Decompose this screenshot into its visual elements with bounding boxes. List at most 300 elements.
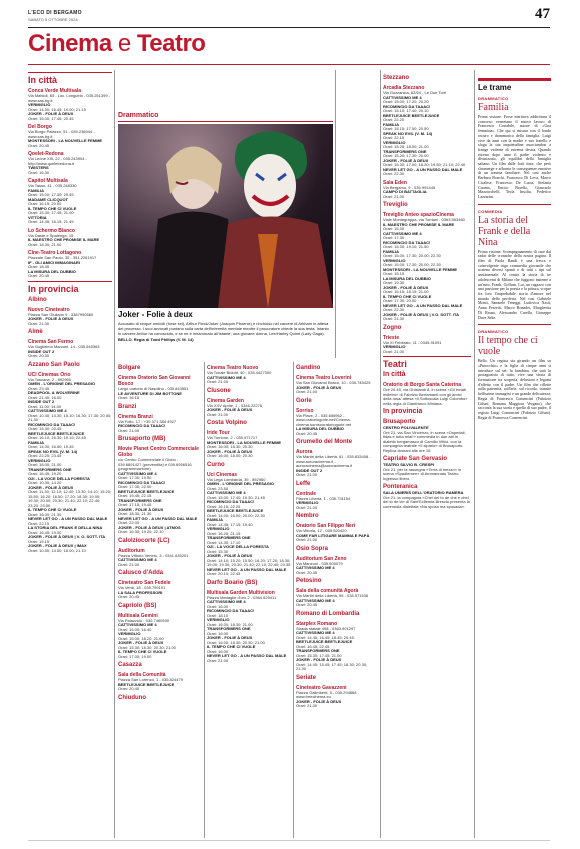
showtimes: Orari: 22.00 <box>118 520 140 525</box>
film-title: JOKER - FOLIE À DEUX <box>296 384 342 390</box>
film-title: TRANSFORMERS ONE <box>383 148 427 154</box>
showtimes: Orari: 17.15; 19.45 <box>118 502 152 507</box>
film-title: JOKER - FOLIE À DEUX <box>383 284 429 290</box>
city-name: Capriolo (BS) <box>118 602 157 609</box>
showtimes: Orari: 18.45 <box>28 264 50 269</box>
film-title: JOKER - FOLIE À DEUX <box>207 448 253 454</box>
showtimes: Orari: 15.15 <box>383 271 405 276</box>
column-divider <box>114 70 115 838</box>
cinema-address: Piazzale San Paolo, 35 - 351.2261917 <box>28 255 97 260</box>
showtimes: Orari: 15.15; 18.15; 21.00 <box>383 289 429 294</box>
cinema-address: Via Verdi, 18 - 035.799101 <box>118 585 166 590</box>
city-name: Branzi <box>118 403 137 410</box>
showtimes: Orari: 16.30 <box>28 169 50 175</box>
showtimes: Orari: 14.30; 16.45; 19.00; 21.15 <box>28 106 86 112</box>
film-title: LA MISURA DEL DUBBIO <box>383 275 431 281</box>
heading-in-provincia: In provincia <box>28 281 112 294</box>
film-title: BEETLEJUICE BEETLEJUICE <box>383 112 440 118</box>
film-title: CATTIVISSIMO ME 4 <box>118 557 157 562</box>
film-title: JOKER - FOLIE À DEUX <box>118 506 164 512</box>
cinema-name: Centrale <box>296 490 317 497</box>
film-title: CATTIVISSIMO ME 4 <box>28 408 67 413</box>
cinema-address: Viale Montegrappa, via Torriani - 0363.563460 <box>383 217 465 222</box>
showtimes: Orari: 15.00; 17.45; 20.45 <box>28 115 74 121</box>
showtimes: Orari: 15.00; 17.40; 19.30; 21.45 <box>207 494 265 500</box>
publication-name: L'ECO DI BERGAMO <box>28 10 82 16</box>
caption-body: Accusato di cinque omicidi (forse sei), Arthur Fleck/Joker (Joaquin Phoenix) è rinchiuso nel carcere di Arkham in attesa del processo. I suoi avvocati puntano sulla carta dell'infermità mentale mentre il procuratore chiede la sua testa. Intanto in carcere Arthur ha conosciuto, e se ne è innamorato all'istante, una giovane donna, Lee/Harley Quinn (Lady Gaga). <box>118 321 329 336</box>
cinema-name: Sala della comunità Agorà <box>296 588 359 594</box>
cinema-name: Cinema Teatro Loverini <box>296 375 352 381</box>
cinema-name: Cinema Teatro Nuovo <box>207 365 259 371</box>
showtimes: Orari: 20.45 <box>28 273 50 278</box>
cinema-address: Via Toscana, 2 - 892960 <box>28 376 71 382</box>
film-title: JOKER - FOLIE À DEUX | ATMOS <box>118 524 181 530</box>
city-name: Petosino <box>296 578 322 584</box>
showtimes: Orari: 21.00 <box>296 472 318 477</box>
film-title: VERMIGLIO <box>383 139 406 145</box>
showtimes: Orari: 16.15 <box>118 395 140 400</box>
film-title: CATTIVISSIMO ME 4 <box>207 374 246 380</box>
film-title: IL TEMPO CHE CI VUOLE <box>28 507 77 512</box>
film-title: FAMILIA <box>28 439 44 445</box>
cinema-name: Trieste <box>383 334 400 341</box>
showtimes: Orari: 16.10; 16.30; 19.15; 22.45 <box>28 435 86 440</box>
city-name: Brusaporto (MB) <box>118 436 166 442</box>
reviews-box-title: Le trame <box>478 78 551 92</box>
joker-still-illustration <box>118 124 333 308</box>
cinema-name: Treviglio Anteo spazioCinema <box>383 212 454 218</box>
showtimes: Orari: 21.00 <box>296 389 318 394</box>
theatre-name: CENTRO POLIVALENTE <box>383 425 429 430</box>
city-name: Brusaporto <box>383 419 416 425</box>
section-title-part3: Teatro <box>136 30 206 57</box>
cinema-address: Via Lega Lombarda, 39 - 892960 <box>207 476 266 482</box>
showtimes: Orari: 15.30; 17.00; 18.20; 19.50; 21.10; 22.40 <box>383 162 466 167</box>
column-divider <box>335 70 336 358</box>
city-name: Osio Sopra <box>296 545 329 552</box>
film-title: RICOMINCIO DA TAAAC! <box>383 239 431 245</box>
film-title: VERMIGLIO <box>207 617 230 622</box>
cinema-address: Largo oratorio di Nasolino - 035.843551 <box>118 386 189 391</box>
showtimes: Orari: 15.30 <box>207 548 229 554</box>
film-title: LA MISURA DEL DUBBIO <box>296 426 344 431</box>
cinema-name: Aurora <box>296 449 313 455</box>
film-title: IL MAESTRO CHE PROMISE IL MARE <box>28 237 100 242</box>
film-title: VERMIGLIO <box>296 500 319 505</box>
film-title: CATTIVISSIMO ME 4 <box>118 470 157 476</box>
cinema-address: Via San Giovanni Bosco, 10 - 035.745425 <box>296 380 371 385</box>
cinema-address: Via XI Febbraio, 11 - 0345.91091 <box>383 339 442 345</box>
film-title: MONTESSORI - LA NOUVELLE FEMME <box>207 439 282 445</box>
film-title: TRANSFORMERS ONE <box>207 626 251 631</box>
showtimes: Orari: 15.00; 17.30; 20.45 <box>28 192 74 197</box>
cinema-address: Via Martiri della Libertà, 95 - 035.571536 <box>296 593 369 598</box>
film-title: FAMILIA <box>28 187 44 193</box>
genre-label: Drammatico <box>118 112 159 119</box>
film-title: COME FAR LITIGARE MAMMA E PAPÀ <box>296 532 370 538</box>
showtimes: Orari: 15.30; 18.30; 20.30; 21.00 <box>118 644 176 650</box>
showtimes: Orari: 23.50 <box>207 485 229 491</box>
showtimes: Orari: 20.45 <box>296 569 318 575</box>
heading-teatri: Teatri <box>383 356 471 369</box>
film-title: JOKER - FOLIE À DEUX <box>296 657 342 662</box>
article-body: Prima visione. Scompaginamento di case dai radar delle cronache della nostra pagina. Il film di Paola Randi è una fresca e coinvolgente trigo commedia giovanile che scatena diversi spunti e di tutti i tipi sul sentimentale. Al centro la storia di tre adolescenti di Milano che fuggono insieme a un'auto, Frank, Gollum. Lui, un ragazzo con una passione per la poesia e la pittura, scopre fra loro l'improbabile storia d'amore nel mondo della periferia. Nel cast Gabriele Monti, Samuele Teneggi, Ludovica Nasti, Anna Ferzetti, Marco Bonadei, Margherita Di Rauso, Alessandro Carella, Giuseppe Dave Seke. <box>478 248 551 320</box>
showtimes: Orari: 16.00; 21.30 <box>28 511 62 517</box>
section-rule <box>28 64 550 65</box>
cinema-address: Via Daste e Spalenga, 15 <box>28 232 74 238</box>
showtimes: Orari: 20.10; 22.45 <box>207 571 241 576</box>
city-name: Ponteranica <box>383 484 418 490</box>
showtimes: Orari: 15.30 <box>383 226 405 231</box>
cinema-name: Uci Cinemas <box>207 471 238 478</box>
city-name: Capriate San Gervasio <box>383 456 448 462</box>
film-title: LA SALA PROFESSORI <box>118 589 163 595</box>
bottom-rule <box>28 840 550 841</box>
article-genre: DRAMMATICO <box>478 96 509 101</box>
page-header <box>28 6 550 28</box>
film-title: TWISTERS <box>28 165 49 170</box>
cinema-name: Sorriso <box>296 407 314 414</box>
showtimes: Orari: 16.00; 18.30; 20.30; 21.00 <box>207 639 265 645</box>
showtimes: Orari: 22.15 <box>383 135 405 140</box>
city-name: Casazza <box>118 662 142 668</box>
showtimes: Orari: 18.00; 21.00 <box>28 462 62 467</box>
theatre-description: Ore 20.45, via Ghislandi 8, in scena «Gli inviati indietro» di Fabrizio Bertamanti con gli amici della rosa/ attesa «Il Sottoscala Luigi Colombo» nella regia di Gianfranco Miniana. <box>383 387 468 406</box>
cinema-name: Del Borgo <box>28 124 52 130</box>
cinema-address: Via Bergamo, 9 - 035.991449 <box>383 184 436 190</box>
showtimes: Orari: 16.25; 21.15 <box>207 530 241 536</box>
film-title: JOKER - FOLIE À DEUX | V. O. SOTT. ITA <box>28 534 106 539</box>
showtimes: Orari: 15.30; 20.45 <box>28 426 62 431</box>
listings-column-2 <box>118 362 202 840</box>
film-title: IL TEMPO CHE CI VUOLE <box>383 293 432 299</box>
showtimes: Orari: 20.45 <box>28 142 50 148</box>
showtimes: Orari: 21.00 <box>207 411 229 417</box>
city-name: Almè <box>28 329 43 335</box>
cinema-name: Cinema Oratorio San Giovanni Bosco <box>118 375 191 387</box>
film-title: VERMIGLIO <box>383 344 406 349</box>
showtimes: Orari: 14.45; 17.15; 19.40 <box>207 521 253 527</box>
cinema-name: Lo Schermo Bianco <box>28 227 75 234</box>
showtimes: Orari: 14.00; 16.00; 20.00; 22.30 <box>207 512 265 518</box>
showtimes: Orari: 10.40; 14.30; 15.10; 16.30; 17.30; 20.00; 21.30 <box>28 412 112 422</box>
film-title: IL TEMPO CHE CI VUOLE <box>207 644 256 649</box>
cinema-name: Qoelet-Redona <box>28 151 64 157</box>
city-name: Leffe <box>296 480 311 487</box>
cinema-name: Cineteatro Gavazzeni <box>296 684 347 691</box>
cinema-name: Arcadia Stezzano <box>383 85 425 91</box>
cinema-name: Conca Verde Multisala <box>28 88 82 94</box>
film-title: CATTIVISSIMO ME 4 <box>383 230 422 236</box>
film-title: RICOMINCIO DA TAAAC! <box>118 479 166 485</box>
film-title: CATTIVISSIMO ME 4 <box>383 94 422 100</box>
city-name: Darfo Boario (BS) <box>207 579 258 586</box>
publication-date: SABATO 5 OTTOBRE 2024 <box>28 17 78 22</box>
showtimes: Orari: 15.15; 17.50; 20.50 <box>383 126 429 131</box>
showtimes: Orari: 22.20; 23.45 <box>28 453 62 458</box>
showtimes: Orari: 14.00; 16.50; 19.45 <box>28 444 74 449</box>
header-rule <box>28 27 550 28</box>
film-title: NEVER LET GO - A UN PASSO DAL MALE <box>207 653 287 658</box>
showtimes: Orari: 16.00 <box>207 630 229 636</box>
film-title: TRANSFORMERS ONE <box>28 466 72 472</box>
film-title: NEVER LET GO - A UN PASSO DAL MALE <box>118 515 198 521</box>
theatre-name: TEATRO SILVIO B. CRESPI <box>383 462 435 467</box>
cinema-name: Cinema San Fermo <box>28 339 74 345</box>
showtimes: Orari: 21.00 <box>28 320 50 326</box>
showtimes: Orari: 19.30 <box>383 280 405 285</box>
cinema-name: Multisala Gemini <box>118 612 158 619</box>
film-title: CATTIVISSIMO ME 4 <box>118 622 157 627</box>
cinema-name: Sala della Comunità <box>118 672 166 678</box>
listings-column-4 <box>296 362 378 840</box>
film-title: JOKER - FOLIE À DEUX <box>207 635 253 640</box>
showtimes: Orari: 23.45 <box>28 385 50 391</box>
cinema-name: Sala Eden <box>383 179 407 186</box>
theatre-name: Oratorio di Borgo Santa Caterina <box>383 382 462 388</box>
film-title: MONTESSORI - LA NOUVELLE FEMME <box>28 138 103 143</box>
showtimes: Orari: 11.30; 12.10; 12.40; 13.30; 14.10; 15.20; 15.50; 16.20; 16.50; 17.20; 18.30; 19.00; 19.30; 20.00; 20.30; 21.40; 22.10; 22.40; 23.20; 23.50 <box>28 489 112 508</box>
showtimes: Orari: 21.00 <box>296 504 318 510</box>
cinema-address: Piazza Medaglie d'oro 2 - 0364.529411 <box>207 594 277 600</box>
showtimes: Orari: 16.15; 22.25 <box>207 503 241 509</box>
caption-credit: BELLO. Regia di Todd Phillips (V. M. 14) <box>118 337 194 342</box>
showtimes: Orari: 21.30 <box>383 316 405 321</box>
showtimes: Orari: 21.00 <box>118 561 140 567</box>
showtimes: Orari: 16.00; 18.30; 20.30 <box>207 444 253 449</box>
cinema-address: Via Vittoria, 12 - 035.520420 <box>296 528 347 533</box>
showtimes: Orari: 16.00 <box>207 648 229 654</box>
showtimes: Orari: 20.45 <box>296 602 318 607</box>
cinema-address: Strada statale 498 - 0363.901297 <box>296 625 356 631</box>
film-title: VITTORIA <box>28 214 47 220</box>
showtimes: Orari: 16.00 <box>207 603 229 609</box>
cinema-name: Cine-Teatro Lottagono <box>28 250 82 256</box>
city-name: Chiuduno <box>118 694 146 701</box>
showtimes: Orari: 15.20; 17.30; 20.00 <box>383 153 429 158</box>
reviews-articles <box>478 96 551 420</box>
article-genre: DRAMMATICO <box>478 329 509 335</box>
cinema-address: Via Piave, 2 - 035.656962 - www.oratoriogorle.net/Cinema-cinema.sorrisooratoriogorle.net <box>296 412 352 427</box>
cinema-address: Via Palazzolo - 030.7460530 <box>118 617 170 623</box>
cinema-address: Via Torrione, 2 - 035.971717 <box>207 435 258 440</box>
showtimes: Orari: 15.00; 17.30; 20.00; 22.30 <box>383 262 441 267</box>
film-title: VERMIGLIO <box>207 526 230 531</box>
showtimes: Orari: 22.20 <box>383 117 405 122</box>
cinema-name: Iride Tour <box>207 430 230 436</box>
cinema-name: Auditorium <box>118 547 145 554</box>
film-title: RICOMINCIO DA TAAAC! <box>207 499 255 504</box>
film-title: IF - GLI AMICI IMMAGINARI <box>28 259 80 265</box>
showtimes: Orari: 15.30; 17.45; 21.00 <box>296 652 342 658</box>
showtimes: Orari: 15.30; 19.10; 21.50 <box>383 244 429 249</box>
cinema-address: Via Leone XIII, 22 - 035.243904 - http://www.qoeletredona.it <box>28 156 87 166</box>
article-body: Bello. Un regista sta girando un film su «Pinocchio» e la figlia di cinque anni si introduce sul set; la bambina, che sarà la protagonista di tutto, vive una storia di formazione tra scoperta, delusioni e legami d'affetto con il padre. Un film che riflette sulla paternità, sull'arte, sul ricordo, tramite bellissime immagini e un grande delicatezza. Regia di Francesca Comencini (Fabrizio Gifuni, Romana Maggiora Vergano), che racconta la sua storia e quella di suo padre, il regista Luigi Comencini (Fabrizio Gifuni). Regia di Francesca Comencini. <box>478 358 551 420</box>
article-body: Prima visione. Forse meritava addirittura il concorso veneziano il nuovo lavoro di Francesco Costabile, autore di «Una femmina». Che qui si misura con il fondo oscuro e drammatico della famiglia. Luigi vive da anni con la madre e suo fratello e sfoga la sua inquietudine associandosi a frange violente di estrema destra. Quando ritorna dopo anni il padre violento e divinizzato, gli equilibri della famiglia saltano. Un film dalle forti tinte, che però s'immerge e affronta le conseguenze emotive di un trauma familiare. Nel cast anche Barbara Ronchi, Francesco Di Leva, Marco Cicalese, Francesco De Lucia, Stefania Cuomo, Enrico Borello, Giancarlo Mazzucchelli, Tecla Insolia, Federico Lazzarini. <box>478 114 551 199</box>
column-divider <box>293 362 294 838</box>
theatre-description: Ore 21, la compagnia «Chel del tò de ché e chel del tò de là» di Sant'Ecllemia-Brescia presenta la commedia dialettale «Na sposa ma sposada». <box>383 494 470 509</box>
showtimes: Orari: 15.00; 17.30; 20.00; 22.30 <box>383 253 441 258</box>
cinema-address: Via Tasso, 41 - 035.248330 <box>28 183 77 188</box>
film-title: JOKER - FOLIE À DEUX <box>28 484 74 490</box>
theatre-description: Ore 21, per la rassegna «Terra di mezzo» in scena «Spadlemen» di Ammannato Teatro. Ingresso libero. <box>383 466 462 481</box>
showtimes: Orari: 17.30; 20.00 <box>383 298 417 303</box>
showtimes: Orari: 18.30; 21.00 <box>28 241 62 247</box>
film-title: INSIDE OUT 2 <box>296 467 323 473</box>
showtimes: Orari: 20.45 <box>118 594 140 599</box>
city-name: Nembro <box>296 513 319 519</box>
film-title: IL TEMPO CHE CI VUOLE <box>118 649 167 654</box>
showtimes: Orari: 14.45; 15.45; 17.45; 18.30; 20.30; 21.30 <box>296 661 368 671</box>
film-title: JOKER - FOLIE À DEUX <box>118 640 164 645</box>
film-title: BEETLEJUICE BEETLEJUICE <box>28 430 85 436</box>
showtimes: Orari: 11.00; 14.00 <box>28 403 62 409</box>
city-name: Calusco d'Adda <box>118 570 164 576</box>
reviews-column <box>478 78 551 420</box>
film-title: BEETLEJUICE BEETLEJUICE <box>296 639 353 644</box>
film-title: JOKER - FOLIE À DEUX <box>296 698 342 704</box>
showtimes: Orari: 15.00; 18.20; 21.00 <box>118 635 164 641</box>
cinema-address: Via Tonale Bidotti, 40 - 035.4427300 <box>207 370 272 375</box>
film-title: JOKER - FOLIE À DEUX <box>28 111 74 116</box>
showtimes: Orari: 18.30; 21.30 <box>118 511 152 516</box>
genre-rule <box>118 121 333 122</box>
city-name: Calolziocorte (LC) <box>118 537 170 544</box>
showtimes: Orari: 15.10; 17.40; 20.10 <box>383 108 429 113</box>
showtimes: Orari: 17.30; 19.50 <box>118 475 152 480</box>
showtimes: Orari: 10.50; 14.50; 18.00; 21.10 <box>28 547 86 553</box>
film-title: RICOMINCIO DA TAAAC! <box>207 608 255 613</box>
listings-column-5 <box>383 72 471 840</box>
film-title: CATTIVISSIMO ME 4 <box>296 565 335 570</box>
listings-column-1 <box>28 70 112 840</box>
city-name: Stezzano <box>383 75 410 81</box>
showtimes: Orari: 17.30 <box>383 235 405 240</box>
showtimes: Orari: 14.30; 17.10 <box>207 539 241 545</box>
city-name: Bolgare <box>118 365 141 371</box>
cinema-address: Via Follo, 17 - +39 371 384 4927 <box>118 418 177 424</box>
film-title: RICOMINCIO DA TAAAC! <box>118 423 166 428</box>
film-title: FAMILIA <box>207 517 223 522</box>
cinema-address: Piazza San Lorenzo, 1 - 035.824479 <box>118 677 183 682</box>
cinema-name: Auditorium San Zeno <box>296 555 347 562</box>
city-name: Gorle <box>296 397 312 404</box>
showtimes: Orari: 22.30 <box>383 307 405 312</box>
showtimes: Orari: 16.45; 19.00 <box>28 529 62 535</box>
showtimes: Orari: 10.30; 14.20 <box>28 480 62 485</box>
film-title: INSIDE OUT 2 <box>28 348 55 354</box>
caption-title: Joker - Folie à deux <box>118 310 193 319</box>
film-title: DEADPOOL & WOLVERINE <box>28 390 80 395</box>
film-title: FAMILIA <box>383 121 399 127</box>
theatre-name: SALA UNIERIS DELL'ORATORIO RAMERA <box>383 490 464 495</box>
heading-teatri-citta: In città <box>383 371 406 378</box>
showtimes: Orari: 21.00 <box>207 379 229 384</box>
film-title: TRANSFORMERS ONE <box>207 535 251 540</box>
cinema-address: Via Guglielmo Marconi, 14 - 035.545363 <box>28 344 100 349</box>
film-title: LE AVVENTURE DI JIM BOTTONE <box>118 390 182 396</box>
film-title: CATTIVISSIMO ME 4 <box>207 599 246 604</box>
city-name: Gandino <box>296 365 321 371</box>
article-genre: COMMEDIA <box>478 208 503 214</box>
cinema-name: UCI Cinemas Orio <box>28 371 71 378</box>
column-divider <box>474 70 475 838</box>
film-title: NEVER LET GO - A UN PASSO DAL MALE <box>383 166 463 172</box>
film-title: MONTESSORI - LA NOUVELLE FEMME <box>383 266 458 272</box>
film-title: VERMIGLIO <box>118 631 141 636</box>
film-title: VERMIGLIO <box>28 102 51 107</box>
film-title: INSIDE OUT 2 <box>28 399 55 404</box>
showtimes: Orari: 20.45 <box>118 686 140 691</box>
cinema-address: Via XXV Aprile, 1 - 0346.22275 <box>207 402 263 408</box>
cinema-name: Cinema Garden <box>207 397 244 404</box>
film-title: NEVER LET GO - A UN PASSO DAL MALE <box>207 566 287 572</box>
showtimes: Orari: 15.25; 18.00; 21.00 <box>383 144 429 149</box>
cinema-address: Via Guzzanica, 62/64 - Le Due Torri <box>383 90 447 95</box>
city-name: Curno <box>207 461 225 468</box>
cinema-name: Capitol Multisala <box>28 178 68 184</box>
showtimes: Orari: 15.00; 16.40 <box>118 626 152 632</box>
listings-column-3 <box>207 362 291 840</box>
section-title-part2: e <box>111 30 137 57</box>
cinema-address: Via Borgo Palazzo, 51 - 035.236944 - www.sas.bg.it <box>28 129 95 139</box>
cinema-address: Piazza San Giuliano 9 - 3387990560 <box>28 311 94 317</box>
city-name: Azzano San Paolo <box>28 361 80 368</box>
article-separator <box>478 324 551 325</box>
film-title: CATTIVISSIMO ME 4 <box>207 490 246 495</box>
showtimes: Orari: 16.30; 19.20; 22.10 <box>118 529 164 534</box>
film-title: BEETLEJUICE BEETLEJUICE <box>118 488 175 494</box>
article-separator <box>478 204 551 205</box>
film-title: JOKER - FOLIE À DEUX <box>207 407 253 412</box>
film-title: O2I - LA VOCE DELLA FORESTA <box>207 544 269 549</box>
film-title: JOKER - FOLIE À DEUX <box>207 553 253 558</box>
showtimes: Orari: 17.30; 22.00 <box>118 484 152 489</box>
showtimes: Orari: 16.45; 22.45 <box>296 643 330 649</box>
film-title: LA STORIA DEL FRANK E DELLA NINA <box>28 525 103 530</box>
article-title: Il tempo che ci vuole <box>478 335 538 358</box>
photo-caption <box>118 310 333 342</box>
article-title: La storia del Frank e della Nina <box>478 214 531 248</box>
showtimes: Orari: 21.40; 16.00 <box>28 394 62 400</box>
city-name: Albino <box>28 296 47 303</box>
city-name: Grumello del Monte <box>296 439 353 445</box>
showtimes: Orari: 18.10 <box>207 612 229 618</box>
showtimes: Orari: 21.00 <box>207 657 229 663</box>
city-name: Zogno <box>383 324 402 331</box>
film-title: BEETLEJUICE BEETLEJUICE <box>118 681 175 687</box>
cinema-name: Oratorio San Filippo Neri <box>296 523 356 529</box>
page-number: 47 <box>535 6 550 22</box>
film-title: JOKER - FOLIE À DEUX <box>28 316 74 321</box>
showtimes: Orari: 16.00; 18.30; 21.00 <box>207 621 253 627</box>
showtimes: Orari: 21.00 <box>383 193 405 199</box>
showtimes: Orari: 19.15 <box>28 538 50 544</box>
film-title: TRANSFORMERS ONE <box>118 497 162 503</box>
film-title: CATTIVISSIMO ME 4 <box>296 630 335 635</box>
city-name: Treviglio <box>383 202 408 208</box>
theatre-description: Ore 21, via San Vincenzo, in scena «Ospedali, fidas e tutta mia!!» commedia in due atti in dialetto bergamasco di Camillo Vittici, con la compagnia teatrale «Il sipario» di Brusaporto. Replica domani alle ore 16. <box>383 429 466 453</box>
film-title: VERMIGLIO <box>28 457 51 463</box>
showtimes: Orari: 15.30; 17.45; 21.00 <box>28 210 74 215</box>
film-still-photo <box>118 124 333 308</box>
showtimes: Orari: 16.45; 19.20 <box>28 471 62 476</box>
showtimes: Orari: 21.00 <box>296 537 318 542</box>
film-title: VERMIGLIO <box>383 257 406 263</box>
cinema-address: Via Manzoni - 035.500079 <box>296 560 343 566</box>
film-title: OMEN - L'ORIGINE DEL PRESAGIO <box>207 481 275 486</box>
film-title: IL MAESTRO CHE PROMISE IL MARE <box>383 221 455 227</box>
